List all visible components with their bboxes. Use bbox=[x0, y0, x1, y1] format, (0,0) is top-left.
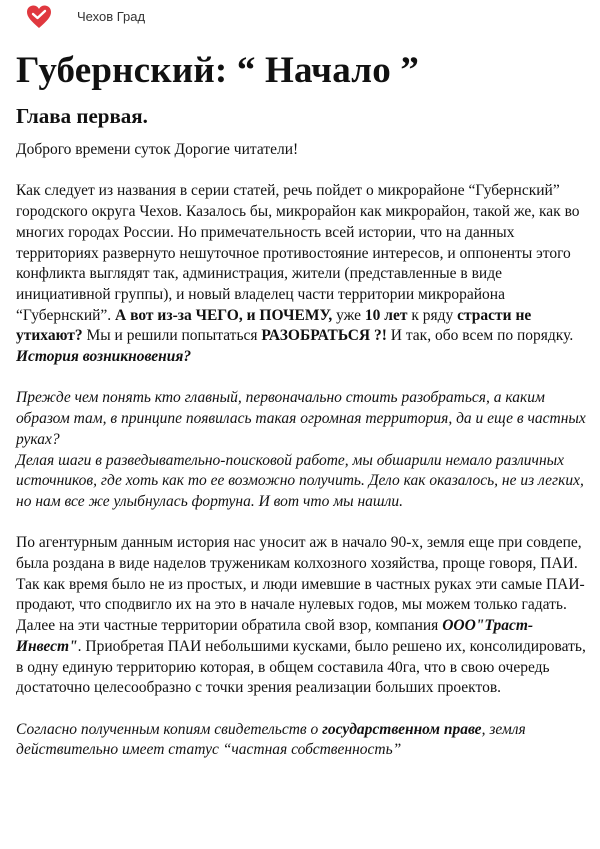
heart-logo-icon[interactable] bbox=[26, 4, 52, 30]
paragraph-history: По агентурным данным история нас уносит аж в начало 90-х, земля еще при совдепе, была роздана в виде наделов труженикам колхозного хозяйства, проще говоря, ПАИ. Так как время было не из простых, и люди имевшие в частных руках эти самые ПАИ- продают, что сподвигло их на это в начале нулевых годов, мы можем только гадать. Далее на эти частные территории обратила свой взор, компания ООО"Траст-Инвест". Приобретая ПАИ небольшими кусками, было решено их, консолидировать, в одну единую территорию которая, в общем составила 40га, что в свою очередь достаточно целесообразно с точки зрения реализации больших проектов. bbox=[16, 534, 586, 697]
site-name[interactable]: Чехов Град bbox=[77, 9, 146, 24]
spacer bbox=[16, 513, 588, 534]
spacer bbox=[16, 368, 588, 389]
paragraph-certificate: Согласно полученным копиям свидетельств о государственном праве, земля действительно имеет статус “частная собственность” bbox=[16, 720, 526, 759]
paragraph-italic-question: Прежде чем понять кто главный, первоначально стоить разобраться, а каким образом там, в принципе появилась такая огромная территория, да и еще в частных руках? bbox=[16, 389, 586, 448]
article bbox=[16, 48, 588, 761]
greeting: Доброго времени суток Дорогие читатели! bbox=[16, 141, 299, 158]
article-title: Губернский: “ Начало ” bbox=[16, 50, 420, 91]
site-header bbox=[0, 0, 600, 34]
spacer bbox=[16, 161, 588, 182]
history-heading: История возникновения? bbox=[16, 348, 192, 366]
paragraph-intro: Как следует из названия в серии статей, речь пойдет о микрорайоне “Губернский” городского округа Чехов. Казалось бы, микрорайон как микрорайон, такой же, как во многих городах России. Но примечательность всей истории, что на данных территориях развернуто нешуточное противостояние интересов, и оппоненты этого конфликта выглядят так, администрация, жители (представленные в виде инициативной группы), и новый владелец части территории микрорайона “Губернский”. А вот из-за ЧЕГО, и ПОЧЕМУ, уже 10 лет к ряду страсти не утихают? Мы и решили попытаться РАЗОБРАТЬСЯ ?! И так, обо всем по порядку. bbox=[16, 182, 580, 345]
spacer bbox=[16, 699, 588, 720]
paragraph-italic-search: Делая шаги в разведывательно-поисковой работе, мы обшарили немало различных источников, где хоть как то ее возможно получить. Дело как оказалось, не из легких, но нам все же улыбнулась фортуна. И вот что мы нашли. bbox=[16, 451, 584, 510]
chapter-heading: Глава первая. bbox=[16, 104, 148, 128]
